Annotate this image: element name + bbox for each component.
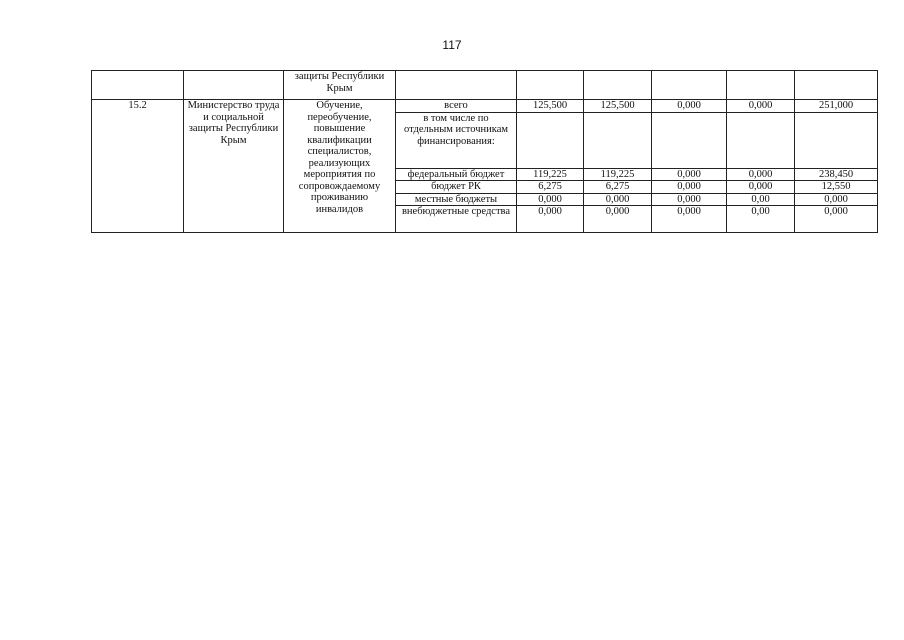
executor-tail-cell: защиты Республики Крым — [284, 71, 396, 100]
value-cell: 0,000 — [652, 206, 727, 233]
source-label: в том числе по отдельным источникам финансирования: — [396, 112, 517, 168]
source-label: внебюджетные средства — [396, 206, 517, 233]
cell-empty — [727, 71, 795, 100]
cell-empty — [92, 71, 184, 100]
page-number: 117 — [442, 38, 462, 52]
value-cell — [727, 112, 795, 168]
value-cell: 6,275 — [584, 181, 652, 194]
value-cell: 251,000 — [795, 100, 878, 113]
continuation-row — [92, 71, 878, 100]
value-cell: 0,000 — [652, 193, 727, 206]
value-cell: 238,450 — [795, 168, 878, 181]
table-row — [92, 100, 878, 113]
value-cell: 0,00 — [727, 193, 795, 206]
value-cell — [795, 112, 878, 168]
value-cell: 0,000 — [584, 206, 652, 233]
source-label: бюджет РК — [396, 181, 517, 194]
value-cell: 0,000 — [652, 181, 727, 194]
source-label: всего — [396, 100, 517, 113]
source-label: федеральный бюджет — [396, 168, 517, 181]
value-cell: 0,00 — [727, 206, 795, 233]
value-cell — [584, 112, 652, 168]
value-cell: 0,000 — [584, 193, 652, 206]
value-cell: 119,225 — [584, 168, 652, 181]
value-cell: 119,225 — [517, 168, 584, 181]
value-cell: 0,000 — [727, 168, 795, 181]
cell-empty — [795, 71, 878, 100]
value-cell: 0,000 — [517, 193, 584, 206]
cell-empty — [184, 71, 284, 100]
value-cell: 0,000 — [727, 100, 795, 113]
cell-empty — [396, 71, 517, 100]
value-cell: 0,000 — [517, 206, 584, 233]
value-cell: 0,000 — [652, 168, 727, 181]
activity-cell: Обучение, переобучение, повышение квалификации специалистов, реализующих мероприятия по сопровождаемому проживанию инвалидов — [284, 100, 396, 233]
cell-empty — [584, 71, 652, 100]
value-cell: 12,550 — [795, 181, 878, 194]
value-cell — [517, 112, 584, 168]
source-label: местные бюджеты — [396, 193, 517, 206]
value-cell: 0,000 — [795, 206, 878, 233]
value-cell: 6,275 — [517, 181, 584, 194]
value-cell: 0,000 — [727, 181, 795, 194]
value-cell: 125,500 — [584, 100, 652, 113]
cell-empty — [517, 71, 584, 100]
value-cell — [652, 112, 727, 168]
cell-empty — [652, 71, 727, 100]
value-cell: 125,500 — [517, 100, 584, 113]
executor-cell: Министерство труда и социальной защиты Республики Крым — [184, 100, 284, 233]
row-id-cell: 15.2 — [92, 100, 184, 233]
value-cell: 0,000 — [795, 193, 878, 206]
funding-table — [91, 70, 878, 233]
value-cell: 0,000 — [652, 100, 727, 113]
